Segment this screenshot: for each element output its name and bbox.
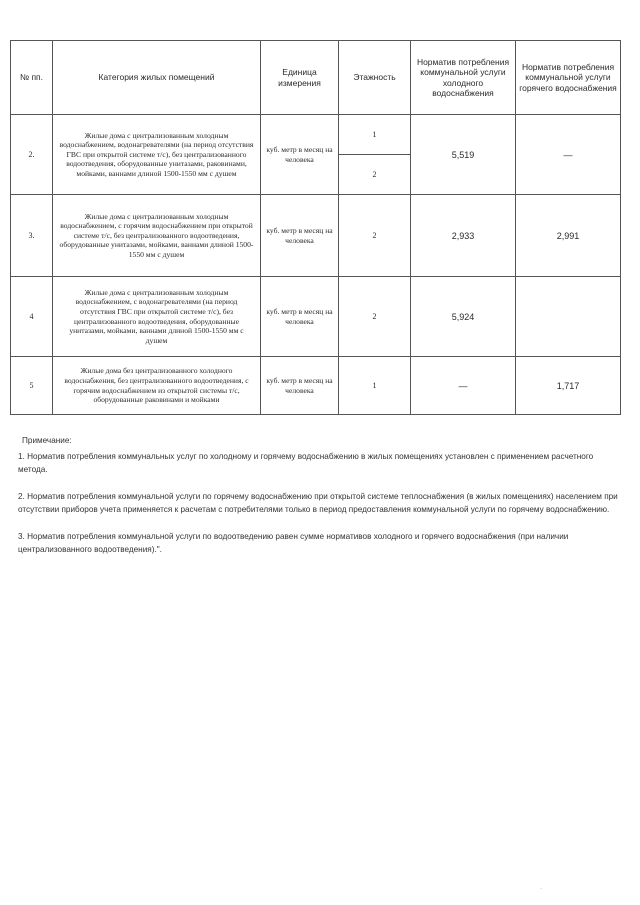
note-1: 1. Норматив потребления коммунальных услуг по холодному и горячему водоснабжению в жилых помещениях установлен с применением расчетного метода. [18,452,594,474]
row-cold: 2,933 [411,195,516,277]
header-unit: Единица измерения [261,41,339,115]
notes-section [18,434,618,556]
header-cold: Норматив потребления коммунальной услуги холодного водоснабжения [411,41,516,115]
row-hot: — [516,115,621,195]
notes-title: Примечание: [22,436,72,445]
table-row [11,277,621,357]
header-floors: Этажность [339,41,411,115]
row-cold: 5,924 [411,277,516,357]
row-floors: 2 [339,277,411,357]
row-hot: 1,717 [516,357,621,415]
row-floors: 1 [339,115,411,155]
table-row [11,357,621,415]
row-floors: 2 [339,155,411,195]
row-floors: 2 [339,195,411,277]
header-hot: Норматив потребления коммунальной услуги горячего водоснабжения [516,41,621,115]
note-2: 2. Норматив потребления коммунальной услуги по горячему водоснабжению при открытой системе теплоснабжения (в жилых помещениях) населением при отсутствии приборов учета применяется к расчетам с потребителями только в период предоставления коммунальной услуги по горячему водоснабжению. [18,492,618,514]
row-unit: куб. метр в месяц на человека [261,277,339,357]
row-floors: 1 [339,357,411,415]
note-3: 3. Норматив потребления коммунальной услуги по водоотведению равен сумме нормативов холодного и горячего водоснабжения (при наличии централизованного водоотведения).". [18,532,569,554]
row-num: 4 [11,277,53,357]
row-category: Жилые дома с централизованным холодным водоснабжением, водонагревателями (на период отсутствия ГВС при открытой системе т/с), без централизованного водоотведения, оборудованные унитазами, раковинами, мойками, ваннами длиной 1500-1550 мм с душем [53,115,261,195]
row-num: 5 [11,357,53,415]
table-row [11,115,621,155]
row-hot [516,277,621,357]
header-num: № пп. [11,41,53,115]
table-row [11,195,621,277]
row-num: 3. [11,195,53,277]
row-cold: 5,519 [411,115,516,195]
row-cold: — [411,357,516,415]
row-unit: куб. метр в месяц на человека [261,115,339,195]
norms-table [10,40,621,415]
row-unit: куб. метр в месяц на человека [261,357,339,415]
row-hot: 2,991 [516,195,621,277]
row-category: Жилые дома без централизованного холодного водоснабжения, без централизованного водоотведения, с горячим водоснабжением из открытой системы т/с, оборудованные раковинами и мойками [53,357,261,415]
row-num: 2. [11,115,53,195]
scan-mark: · [540,886,542,892]
row-category: Жилые дома с централизованным холодным водоснабжением, с водонагревателями (на период отсутствия ГВС при открытой системе т/с), без централизованного водоотведения, оборудованные унитазами, мойками, ваннами длиной 1500-1550 мм с душем [53,277,261,357]
row-category: Жилые дома с централизованным холодным водоснабжением, с горячим водоснабжением при открытой системе т/с, без централизованного водоотведения, оборудованные унитазами, мойками, ваннами длиной 1500-1550 мм с душем [53,195,261,277]
table-header-row [11,41,621,115]
header-category: Категория жилых помещений [53,41,261,115]
row-unit: куб. метр в месяц на человека [261,195,339,277]
